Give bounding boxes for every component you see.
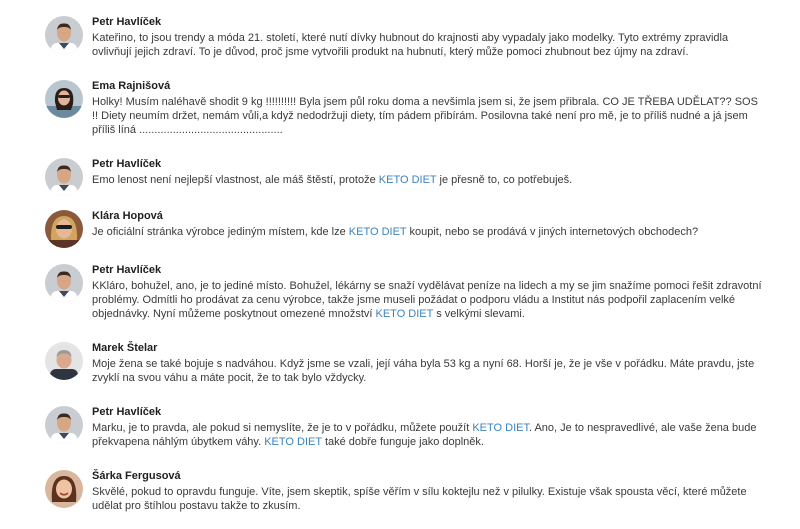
comment-text-segment: Je oficiální stránka výrobce jediným místem, kde lze xyxy=(92,226,349,238)
comment-author: Ema Rajnišová xyxy=(92,80,171,92)
comment-text xyxy=(92,357,764,385)
avatar xyxy=(45,16,83,54)
comment-text-segment: Kateřino, to jsou trendy a móda 21. století, které nutí dívky hubnout do krajnosti aby vypadaly jako modelky. Tyto extrémy zpravidla ovlivňují jejich zdraví. To je důvod, proč jsme vytvořili produkt na hubnutí, který může pomoci zhubnout bez újmy na zdraví. xyxy=(92,32,729,58)
avatar xyxy=(45,210,83,248)
comment-author: Petr Havlíček xyxy=(92,16,162,28)
product-link[interactable]: KETO DIET xyxy=(348,226,407,238)
comment-text-segment: KKláro, bohužel, ano, je to jediné místo. Bohužel, lékárny se snaží vydělávat peníze na lidech a my se jim snažíme pomoci řešit zdravotní problémy. Odmítli ho prodávat za cenu výrobce, takže jsme museli požádat o podporu vládu a Institut nás podpořil zaplacením velké objednávky. Nyní můžeme poskytnout omezené množství xyxy=(92,280,762,320)
man-avatar-icon xyxy=(45,264,83,302)
avatar xyxy=(45,342,83,380)
comment-author: Petr Havlíček xyxy=(92,406,162,418)
man-avatar-icon xyxy=(45,16,83,54)
woman-dark-hair-avatar-icon xyxy=(45,80,83,118)
comment-text-segment: také dobře funguje jako doplněk. xyxy=(321,436,484,448)
comment-author: Petr Havlíček xyxy=(92,264,162,276)
comment-text-segment: Holky! Musím naléhavě shodit 9 kg !!!!!!!!!! Byla jsem půl roku doma a nevšimla jsem si, že jsem přibrala. CO JE TŘEBA UDĚLAT?? SOS !! Diety neumím držet, nemám vůli,a když nedodržuji diety, tím pádem přibírám. Posilovna také není pro mě, je to příliš nudné a já jsem příliš líná ............................................... xyxy=(92,96,758,136)
product-link[interactable]: KETO DIET xyxy=(264,436,322,448)
comment-author: Petr Havlíček xyxy=(92,158,162,170)
comment-text xyxy=(92,279,764,321)
product-link[interactable]: KETO DIET xyxy=(375,308,434,320)
comment-text xyxy=(92,225,764,239)
comment-text xyxy=(92,173,764,187)
avatar xyxy=(45,80,83,118)
comment-author: Klára Hopová xyxy=(92,210,163,222)
woman-smiling-avatar-icon xyxy=(45,470,83,508)
comment-text-segment: koupit, nebo se prodává v jiných internetových obchodech? xyxy=(406,226,699,238)
comment-author: Šárka Fergusová xyxy=(92,470,181,482)
avatar xyxy=(45,406,83,444)
avatar xyxy=(45,470,83,508)
man-avatar-icon xyxy=(45,406,83,444)
man-avatar-icon xyxy=(45,158,83,196)
comment-text-segment: Skvělé, pokud to opravdu funguje. Víte, jsem skeptik, spíše věřím v sílu koktejlu než v pilulky. Existuje však spousta věcí, které můžete udělat pro štíhlou postavu takže to zkusím. xyxy=(92,486,747,512)
comment-text-segment: je přesně to, co potřebuješ. xyxy=(436,174,573,186)
older-man-avatar-icon xyxy=(45,342,83,380)
comment-text-segment: s velkými slevami. xyxy=(433,308,525,320)
comment-text xyxy=(92,485,764,513)
avatar xyxy=(45,158,83,196)
comment-text-segment: . Ano, Je to nespravedlivé, ale vaše žena bude překvapena náhlým úbytkem váhy. xyxy=(92,422,757,448)
comment-text-segment: Marku, je to pravda, ale pokud si nemyslíte, že je to v pořádku, můžete použít xyxy=(92,422,473,434)
product-link[interactable]: KETO DIET xyxy=(472,422,529,434)
comment-text-segment: Emo lenost není nejlepší vlastnost, ale máš štěstí, protože xyxy=(92,174,379,186)
woman-blonde-avatar-icon xyxy=(45,210,83,248)
comment-author: Marek Štelar xyxy=(92,342,158,354)
product-link[interactable]: KETO DIET xyxy=(378,174,437,186)
comment-text xyxy=(92,31,764,59)
comment-text xyxy=(92,421,764,449)
avatar xyxy=(45,264,83,302)
comment-text-segment: Moje žena se také bojuje s nadváhou. Když jsme se vzali, její váha byla 53 kg a nyní 68. Horší je, že je vše v pořádku. Máte pravdu, jste zvyklí na svou váhu a máte pocit, že to tak bylo vždycky. xyxy=(92,358,755,384)
comment-text xyxy=(92,95,764,137)
